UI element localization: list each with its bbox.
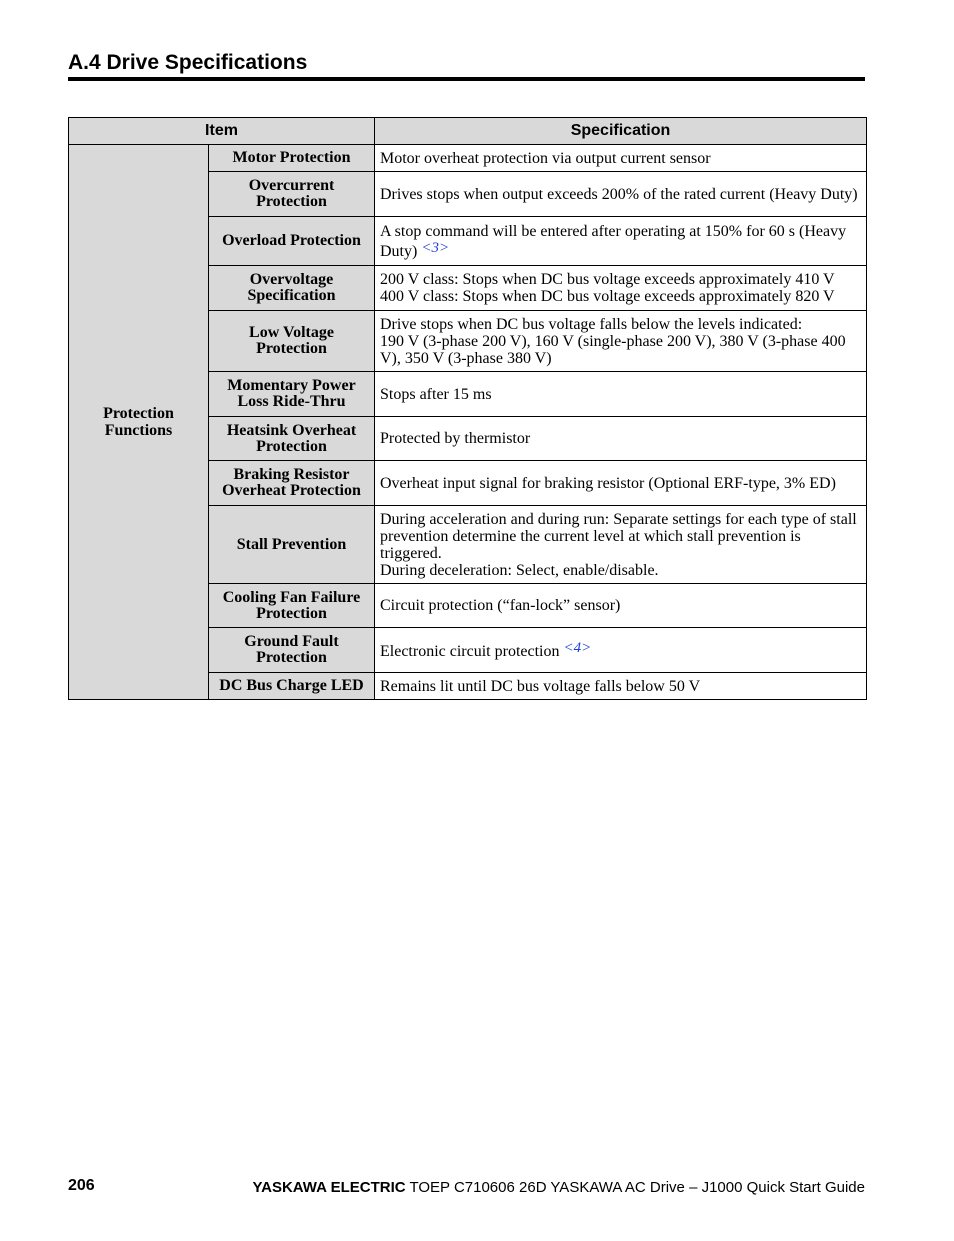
row-item-label: Low Voltage Protection — [209, 311, 375, 372]
row-spec — [375, 461, 867, 506]
row-spec — [375, 266, 867, 311]
row-spec-line: 190 V (3-phase 200 V), 160 V (single-phase 200 V), 380 V (3-phase 400 V), 350 V (3-phase 380 V) — [380, 332, 846, 367]
footnote-ref-link[interactable]: <3> — [421, 239, 450, 256]
row-spec — [375, 417, 867, 461]
row-spec-text: Circuit protection (“fan-lock” sensor) — [380, 597, 621, 614]
row-item-label: Overvoltage Specification — [209, 266, 375, 311]
row-spec-line: During acceleration and during run: Separate settings for each type of stall prevention determine the current level at which stall prevention is triggered. — [380, 510, 857, 562]
row-spec — [375, 217, 867, 266]
footer-doc-title: TOEP C710606 26D YASKAWA AC Drive – J1000 Quick Start Guide — [409, 1179, 865, 1196]
row-spec-line: 400 V class: Stops when DC bus voltage exceeds approximately 820 V — [380, 288, 835, 305]
row-item-label: Overcurrent Protection — [209, 172, 375, 217]
row-item-label: Momentary Power Loss Ride-Thru — [209, 372, 375, 417]
header-specification: Specification — [375, 118, 867, 145]
table-row — [69, 145, 867, 172]
footnote-ref-link[interactable]: <4> — [563, 640, 592, 656]
row-item-label: DC Bus Charge LED — [209, 673, 375, 700]
row-item-label: Motor Protection — [209, 145, 375, 172]
row-item-label: Ground Fault Protection — [209, 628, 375, 673]
row-spec-text: Remains lit until DC bus voltage falls below 50 V — [380, 677, 701, 695]
title-divider — [68, 77, 865, 81]
row-item-label: Stall Prevention — [209, 506, 375, 584]
row-spec — [375, 506, 867, 584]
section-title: A.4 Drive Specifications — [68, 51, 308, 74]
row-spec — [375, 145, 867, 172]
row-spec-text: A stop command will be entered after operating at 150% for 60 s (Heavy Duty) — [380, 222, 847, 260]
row-spec — [375, 311, 867, 372]
footer-brand: YASKAWA ELECTRIC — [252, 1179, 406, 1196]
row-spec — [375, 372, 867, 417]
row-spec-line: Drive stops when DC bus voltage falls below the levels indicated: — [380, 315, 803, 333]
row-item-label: Overload Protection — [209, 217, 375, 266]
row-spec-text: Drives stops when output exceeds 200% of the rated current (Heavy Duty) — [380, 185, 858, 203]
footer-document-info — [253, 1179, 866, 1196]
drive-specifications-table — [68, 117, 867, 700]
row-spec-line: During deceleration: Select, enable/disable. — [380, 561, 659, 579]
row-item-label: Cooling Fan Failure Protection — [209, 584, 375, 628]
row-spec-text: Protected by thermistor — [380, 430, 531, 447]
row-spec-line: 200 V class: Stops when DC bus voltage exceeds approximately 410 V — [380, 271, 835, 288]
row-spec-text: Electronic circuit protection — [380, 643, 560, 660]
row-item-label: Braking Resistor Overheat Protection — [209, 461, 375, 506]
table-header-row — [69, 118, 867, 145]
row-spec-text: Stops after 15 ms — [380, 385, 492, 403]
row-spec-text: Overheat input signal for braking resistor (Optional ERF-type, 3% ED) — [380, 474, 836, 492]
group-label-protection-functions: Protection Functions — [69, 145, 209, 700]
row-spec — [375, 584, 867, 628]
row-spec-text: Motor overheat protection via output current sensor — [380, 149, 711, 167]
row-spec — [375, 673, 867, 700]
row-spec — [375, 172, 867, 217]
row-spec — [375, 628, 867, 673]
row-item-label: Heatsink Overheat Protection — [209, 417, 375, 461]
header-item: Item — [69, 118, 375, 145]
page-number: 206 — [68, 1177, 95, 1194]
